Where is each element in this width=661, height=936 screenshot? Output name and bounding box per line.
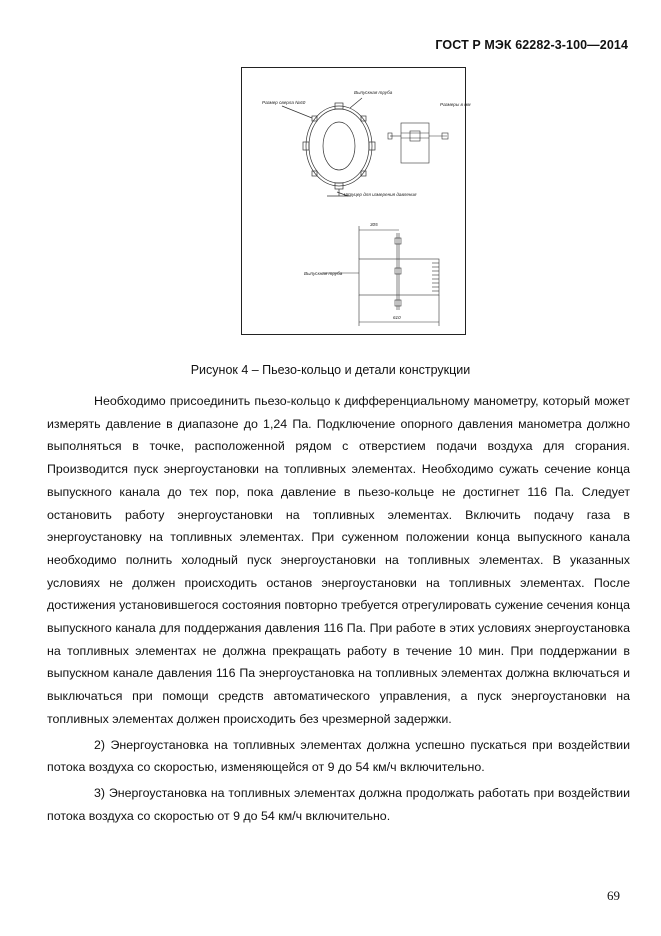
label-dim-610: 610	[393, 315, 401, 320]
label-exhaust-pipe-top: Выпускная труба	[354, 90, 393, 95]
label-exhaust-pipe-side: Выпускная труба	[304, 271, 343, 276]
paragraph: Необходимо присоединить пьезо-кольцо к дифференциальному манометру, который может измерять давление в диапазоне до 1,24 Па. Подключение опорного давления манометра должно выполняться в точке, расположенной рядом с отверстием подачи воздуха для сгорания. Производится пуск энергоустановки на топливных элементах. Необходимо сужать сечение конца выпускного канала до тех пор, пока давление в пьезо-кольце не достигнет 116 Па. Следует остановить работу энергоустановки на топливных элементах. Включить подачу газа в энергоустановку на топливных элементах. При суженном положении конца выпускного канала необходимо полнить холодный пуск энергоустановки на топливных элементах. В указанных условиях не должен происходить останов энергоустановки на топливных элементах. После достижения установившегося состояния повторно требуется отрегулировать сужение сечения конца выпускного канала для поддержания давления 116 Па. При работе в этих условиях энергоустановка на топливных элементах не должна прекращать работу в течение 10 мин. При поддержании в выпускном канале давления 116 Па энергоустановка на топливных элементах должна включаться и выключаться при помощи средств автоматического управления, а пуск энергоустановки на топливных элементах должен происходить без чрезмерной задержки.	[47, 394, 630, 726]
body-text	[47, 390, 630, 827]
paragraph: 2) Энергоустановка на топливных элементах должна успешно пускаться при воздействии потока воздуха со скоростью, изменяющейся от 9 до 54 км/ч включительно.	[47, 737, 630, 775]
label-dim-305: 305	[370, 222, 378, 227]
document-header: ГОСТ Р МЭК 62282-3-100—2014	[435, 38, 628, 52]
paragraph: 3) Энергоустановка на топливных элементах должна продолжать работать при воздействии потока воздуха со скоростью от 9 до 54 км/ч включительно.	[47, 785, 630, 823]
figure-caption: Рисунок 4 – Пьезо-кольцо и детали конструкции	[190, 363, 471, 377]
label-pressure-fitting: Штуцер для измерения давления	[344, 192, 417, 197]
page-number: 69	[607, 888, 620, 903]
piezo-ring-drawing	[242, 68, 471, 334]
figure-piezo-ring	[241, 67, 471, 335]
label-hole-size: Размер сверла №60	[262, 100, 306, 105]
label-dimensions: Размеры в мм	[440, 102, 471, 107]
